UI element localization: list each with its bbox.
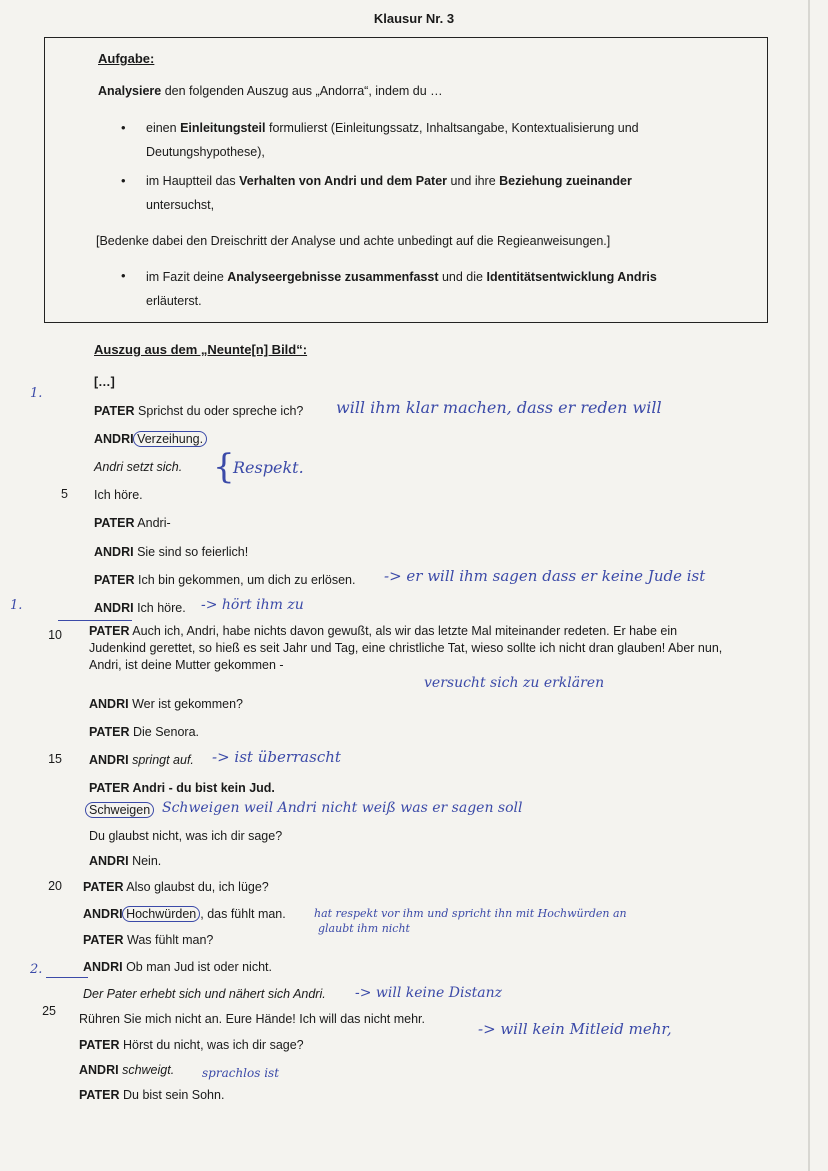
handwritten-note: -> er will ihm sagen dass er keine Jude ist <box>384 567 706 585</box>
b3-bold1: Analyseergebnisse zusammenfasst <box>227 270 439 284</box>
dialogue-line <box>89 725 199 739</box>
line-text: Sie sind so feierlich! <box>133 545 249 559</box>
b2-pre: im Hauptteil das <box>146 174 240 188</box>
line-text: Ob man Jud ist oder nicht. <box>122 960 272 974</box>
line-text: Du bist sein Sohn. <box>119 1088 225 1102</box>
dialogue-line <box>94 601 186 615</box>
task-heading: Aufgabe: <box>98 51 155 66</box>
dialogue-line: Ich höre. <box>94 488 143 502</box>
circled-word: Verzeihung. <box>133 431 207 447</box>
speaker: ANDRI <box>83 960 123 974</box>
dialogue-line <box>94 573 355 587</box>
line-text: Ich höre. <box>133 601 186 615</box>
task-note: [Bedenke dabei den Dreischritt der Analyse und achte unbedingt auf die Regieanweisungen.] <box>96 234 611 248</box>
speaker: ANDRI <box>89 697 129 711</box>
margin-mark: 1. <box>30 386 43 401</box>
brace-mark: { <box>213 447 235 487</box>
line-text: Die Senora. <box>129 725 199 739</box>
line-text: Sprichst du oder spreche ich? <box>134 404 304 418</box>
speaker: ANDRI <box>83 907 123 921</box>
handwritten-note: Respekt. <box>233 458 304 477</box>
line-text: Andri- <box>134 516 171 530</box>
underline-mark <box>46 977 88 978</box>
line-text: Wer ist gekommen? <box>128 697 243 711</box>
stage-direction: Der Pater erhebt sich und nähert sich Andri. <box>83 987 326 1001</box>
excerpt-ellipsis: […] <box>94 375 115 389</box>
stage-direction: springt auf. <box>128 753 194 767</box>
line-text: Ich bin gekommen, um dich zu erlösen. <box>134 573 356 587</box>
dialogue-line <box>94 516 171 530</box>
bullet-dot: • <box>121 268 126 283</box>
bullet-dot: • <box>121 173 126 188</box>
bullet-dot: • <box>121 120 126 135</box>
b3-bold2: Identitätsentwicklung Andris <box>486 270 657 284</box>
speaker: PATER <box>83 880 124 894</box>
dialogue-line: Rühren Sie mich nicht an. Eure Hände! Ich will das nicht mehr. <box>79 1012 426 1026</box>
line-number: 15 <box>48 752 62 766</box>
speaker: PATER <box>94 404 135 418</box>
dialogue-line <box>94 545 248 559</box>
b1-post: formulierst (Einleitungssatz, Inhaltsangabe, Kontextualisierung und <box>265 121 639 135</box>
handwritten-note: hat respekt vor ihm und spricht ihn mit Hochwürden an <box>314 907 627 920</box>
dialogue-line <box>79 1088 224 1102</box>
dialogue-line <box>94 432 207 446</box>
speaker: PATER <box>89 725 130 739</box>
line-number: 10 <box>48 628 62 642</box>
speaker: ANDRI <box>89 753 129 767</box>
margin-mark: 2. <box>30 962 43 977</box>
dialogue-line <box>89 781 275 795</box>
margin-mark: 1. <box>10 598 23 613</box>
speaker: PATER <box>79 1038 120 1052</box>
handwritten-note: -> hört ihm zu <box>201 597 304 613</box>
line-text: Nein. <box>128 854 162 868</box>
b1-bold: Einleitungsteil <box>180 121 266 135</box>
handwritten-note: -> will keine Distanz <box>355 985 503 1001</box>
b3-mid: und die <box>438 270 487 284</box>
dialogue-line <box>83 907 286 921</box>
scan-edge <box>808 0 810 1171</box>
stage-direction: Andri setzt sich. <box>94 460 183 474</box>
handwritten-note: glaubt ihm nicht <box>318 922 410 935</box>
speaker: ANDRI <box>79 1063 119 1077</box>
speaker: PATER <box>89 624 130 638</box>
excerpt-heading: Auszug aus dem „Neunte[n] Bild“: <box>94 342 308 357</box>
b3-pre: im Fazit deine <box>146 270 228 284</box>
dialogue-line: Du glaubst nicht, was ich dir sage? <box>89 829 283 843</box>
underline-mark <box>58 620 132 621</box>
speaker: ANDRI <box>89 854 129 868</box>
circled-word: Schweigen <box>85 802 154 818</box>
line-text: Hörst du nicht, was ich dir sage? <box>119 1038 304 1052</box>
handwritten-note: -> ist überrascht <box>212 748 341 766</box>
stage-direction: schweigt. <box>118 1063 175 1077</box>
dialogue-line <box>83 880 269 894</box>
task-bullet-2-line2: untersuchst, <box>146 198 215 212</box>
speaker: PATER <box>94 573 135 587</box>
dialogue-line <box>79 1038 304 1052</box>
speaker: ANDRI <box>94 432 134 446</box>
dialogue-line <box>94 404 303 418</box>
dialogue-line <box>83 960 272 974</box>
dialogue-paragraph <box>89 623 729 674</box>
task-bullet-3-line2: erläuterst. <box>146 294 202 308</box>
task-bullet-2 <box>146 174 632 188</box>
speaker: ANDRI <box>94 601 134 615</box>
task-bullet-1 <box>146 121 639 135</box>
line-number: 20 <box>48 879 62 893</box>
b2-bold2: Beziehung zueinander <box>499 174 632 188</box>
speaker: PATER <box>83 933 124 947</box>
line-number: 5 <box>61 487 68 501</box>
task-intro-bold: Analysiere <box>98 84 162 98</box>
line-number: 25 <box>42 1004 56 1018</box>
dialogue-line <box>79 1063 174 1077</box>
speaker: ANDRI <box>94 545 134 559</box>
handwritten-note: will ihm klar machen, dass er reden will <box>336 398 662 417</box>
dialogue-line <box>89 697 243 711</box>
handwritten-note: Schweigen weil Andri nicht weiß was er sagen soll <box>162 800 523 816</box>
b2-mid: und ihre <box>447 174 500 188</box>
handwritten-note: sprachlos ist <box>202 1066 280 1080</box>
task-bullet-3 <box>146 270 657 284</box>
circled-word: Hochwürden <box>122 906 200 922</box>
dialogue-line <box>89 803 154 817</box>
line-text: Also glaubst du, ich lüge? <box>123 880 269 894</box>
line-text: , das fühlt man. <box>200 907 286 921</box>
speaker: PATER <box>79 1088 120 1102</box>
speaker: PATER <box>94 516 135 530</box>
task-intro-rest: den folgenden Auszug aus „Andorra“, indem du … <box>161 84 443 98</box>
speaker: PATER <box>89 781 130 795</box>
dialogue-line <box>89 854 161 868</box>
page-title: Klausur Nr. 3 <box>373 11 455 26</box>
b1-pre: einen <box>146 121 181 135</box>
dialogue-line <box>89 753 194 767</box>
dialogue-line <box>83 933 213 947</box>
handwritten-note: versucht sich zu erklären <box>424 675 605 691</box>
b2-bold1: Verhalten von Andri und dem Pater <box>239 174 448 188</box>
line-text: Andri - du bist kein Jud. <box>129 781 275 795</box>
task-bullet-1-line2: Deutungshypothese), <box>146 145 265 159</box>
handwritten-note: -> will kein Mitleid mehr, <box>478 1020 672 1038</box>
line-text: Was fühlt man? <box>123 933 214 947</box>
task-intro <box>98 84 443 98</box>
line-text: Auch ich, Andri, habe nichts davon gewußt, als wir das letzte Mal miteinander redeten. Er habe ein Judenkind gerettet, so hieß es seit Jahr und Tag, eine christliche Tat, wieso sollte ich nicht dran glauben! Aber nun, Andri, ist deine Mutter gekommen - <box>89 624 723 672</box>
